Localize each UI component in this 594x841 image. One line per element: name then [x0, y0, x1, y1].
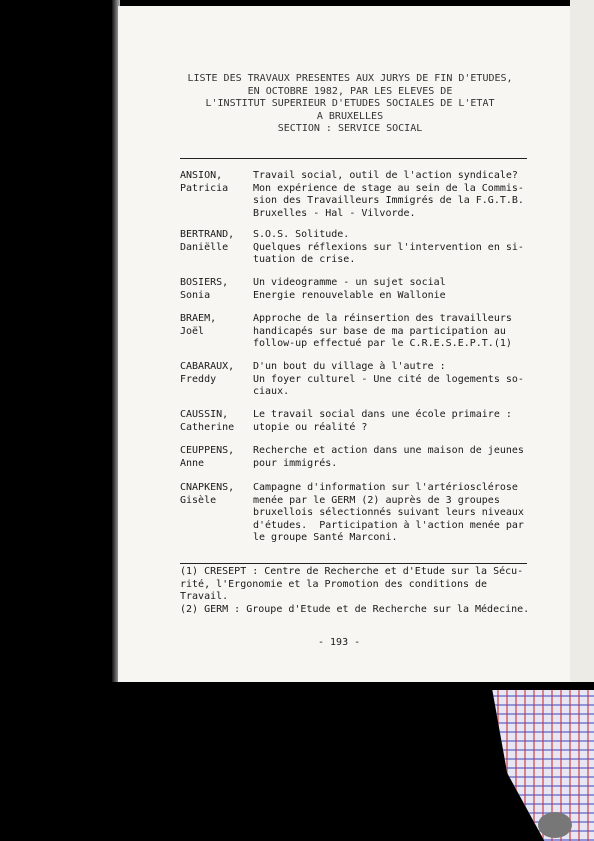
author-firstname: Freddy [180, 373, 217, 385]
document-header [150, 73, 550, 136]
author-firstname: Gisèle [180, 494, 217, 506]
title-line: Un foyer culturel - Une cité de logements so- [253, 373, 524, 385]
title-line: le groupe Santé Marconi. [253, 532, 398, 543]
title-line: menée par le GERM (2) auprès de 3 groupes [253, 494, 500, 506]
title-line: follow-up effectué par le C.R.E.S.E.P.T.(1) [253, 338, 512, 349]
header-line: L'INSTITUT SUPERIEUR D'ETUDES SOCIALES DE L'ETAT [205, 98, 495, 110]
header-line: LISTE DES TRAVAUX PRESENTES AUX JURYS DE FIN D'ETUDES, [187, 73, 513, 84]
author-firstname: Daniëlle [180, 241, 229, 253]
title-line: S.O.S. Solitude. [253, 229, 350, 240]
author-surname: BRAEM, [180, 313, 217, 324]
author-firstname: Anne [180, 457, 205, 469]
footnote-rule [180, 563, 527, 564]
thesis-title [253, 361, 543, 399]
adjacent-page [570, 0, 594, 682]
footnotes [180, 566, 540, 616]
footnote-line: rité, l'Ergonomie et la Promotion des conditions de [180, 578, 488, 590]
author-surname: CABARAUX, [180, 361, 235, 372]
title-line: Mon expérience de stage au sein de la Commis- [253, 182, 524, 194]
title-line: tuation de crise. [253, 254, 356, 265]
author-name [180, 445, 252, 470]
header-line: A BRUXELLES [316, 110, 384, 122]
title-line: Un videogramme - un sujet social [253, 277, 446, 288]
thesis-title [253, 482, 543, 545]
author-firstname: Catherine [180, 421, 235, 433]
header-line: SECTION : SERVICE SOCIAL [277, 123, 423, 135]
title-line: Recherche et action dans une maison de jeunes [253, 445, 524, 456]
thesis-title [253, 277, 543, 302]
title-line: Le travail social dans une école primaire : [253, 409, 512, 420]
footnote-line: (2) GERM : Groupe d'Etude et de Recherche sur la Médecine. [180, 603, 530, 615]
title-line: pour immigrés. [253, 457, 338, 469]
author-name [180, 277, 252, 302]
checkered-fabric [470, 690, 594, 841]
title-line: Quelques réflexions sur l'intervention en si- [253, 241, 524, 253]
title-line: sion des Travailleurs Immigrés de la F.G.T.B. [253, 195, 524, 206]
author-surname: BERTRAND, [180, 229, 235, 240]
footnote-line: (1) CRESEPT : Centre de Recherche et d'Etude sur la Sécu- [180, 566, 524, 577]
author-firstname: Patricia [180, 182, 229, 194]
author-firstname: Sonia [180, 289, 211, 301]
author-surname: CNAPKENS, [180, 482, 235, 493]
header-line: EN OCTOBRE 1982, PAR LES ELEVES DE [247, 85, 453, 97]
author-surname: CAUSSIN, [180, 409, 229, 420]
author-name [180, 229, 252, 254]
title-line: Bruxelles - Hal - Vilvorde. [253, 207, 416, 219]
title-line: Campagne d'information sur l'artériosclérose [253, 482, 518, 493]
title-line: handicapés sur base de ma participation au [253, 325, 506, 337]
thesis-title [253, 409, 543, 434]
title-line: Travail social, outil de l'action syndicale? [253, 170, 518, 181]
author-name [180, 409, 252, 434]
footnote-line: Travail. [180, 591, 229, 602]
thesis-title [253, 445, 543, 470]
author-name [180, 361, 252, 386]
author-firstname: Joël [180, 325, 205, 337]
title-line: d'études. Participation à l'action menée par [253, 519, 524, 531]
title-line: ciaux. [253, 386, 290, 397]
author-surname: CEUPPENS, [180, 445, 235, 456]
author-name [180, 313, 252, 338]
shirt-button [538, 812, 572, 838]
author-name [180, 170, 252, 195]
author-surname: BOSIERS, [180, 277, 229, 288]
thesis-title [253, 313, 543, 351]
top-rule [180, 158, 527, 159]
title-line: bruxellois sélectionnés suivant leurs niveaux [253, 507, 524, 518]
thesis-title [253, 170, 543, 220]
page-number: - 193 - [318, 637, 361, 648]
thesis-title [253, 229, 543, 267]
title-line: Approche de la réinsertion des travailleurs [253, 313, 512, 324]
author-surname: ANSION, [180, 170, 223, 181]
title-line: utopie ou réalité ? [253, 421, 368, 433]
title-line: D'un bout du village à l'autre : [253, 361, 446, 372]
title-line: Energie renouvelable en Wallonie [253, 289, 446, 301]
author-name [180, 482, 252, 507]
